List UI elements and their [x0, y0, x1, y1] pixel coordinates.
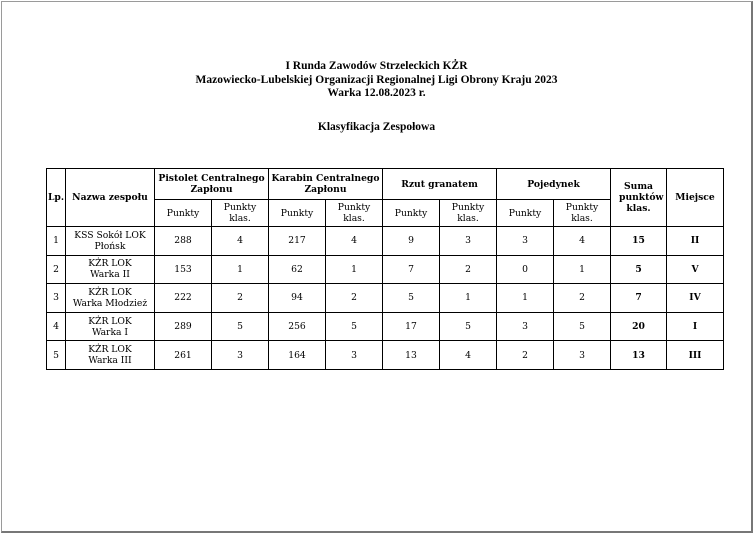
cell-pojedynek-punkty: 3 [497, 227, 554, 256]
cell-rzut-punkty: 9 [383, 227, 440, 256]
cell-pojedynek-punkty: 0 [497, 255, 554, 284]
cell-miejsce: II [667, 227, 724, 256]
cell-karabin-klas: 2 [326, 284, 383, 313]
team-name-line2: Warka I [91, 326, 129, 338]
team-name-line1: KŻR LOK [88, 286, 132, 298]
sub-punkty-klas: Punkty klas. [440, 200, 497, 227]
sub-punkty-klas: Punkty klas. [212, 200, 269, 227]
team-name-line1: KŻR LOK [88, 315, 132, 327]
cell-team [66, 255, 155, 284]
table-row [47, 284, 724, 313]
cell-miejsce: I [667, 312, 724, 341]
cell-pistolet-punkty: 261 [155, 341, 212, 370]
cell-karabin-punkty: 256 [269, 312, 326, 341]
document-header [2, 60, 751, 101]
cell-karabin-punkty: 217 [269, 227, 326, 256]
col-team: Nazwa zespołu [66, 169, 155, 227]
sub-punkty-klas: Punkty klas. [326, 200, 383, 227]
col-miejsce: Miejsce [667, 169, 724, 227]
cell-suma: 13 [611, 341, 667, 370]
cell-pojedynek-klas: 2 [554, 284, 611, 313]
cell-karabin-punkty: 164 [269, 341, 326, 370]
cell-suma: 15 [611, 227, 667, 256]
cell-rzut-klas: 2 [440, 255, 497, 284]
group-rzut: Rzut granatem [383, 169, 497, 200]
cell-suma: 7 [611, 284, 667, 313]
cell-lp: 1 [47, 227, 66, 256]
team-name-line2: Warka II [90, 269, 130, 281]
team-name-line2: Warka Młodzież [72, 297, 148, 309]
table-row [47, 312, 724, 341]
team-name-line1: KSS Sokół LOK [74, 229, 146, 241]
results-table [46, 168, 724, 370]
cell-pistolet-klas: 2 [212, 284, 269, 313]
cell-rzut-punkty: 7 [383, 255, 440, 284]
cell-karabin-klas: 5 [326, 312, 383, 341]
cell-miejsce: III [667, 341, 724, 370]
classification-title: Klasyfikacja Zespołowa [317, 121, 436, 133]
cell-lp: 2 [47, 255, 66, 284]
cell-miejsce: IV [667, 284, 724, 313]
sub-punkty: Punkty [269, 200, 326, 227]
cell-pojedynek-klas: 1 [554, 255, 611, 284]
cell-pojedynek-klas: 3 [554, 341, 611, 370]
cell-lp: 5 [47, 341, 66, 370]
table-row [47, 341, 724, 370]
cell-pojedynek-klas: 4 [554, 227, 611, 256]
cell-rzut-punkty: 17 [383, 312, 440, 341]
table-row [47, 255, 724, 284]
cell-pistolet-punkty: 153 [155, 255, 212, 284]
cell-team [66, 227, 155, 256]
cell-pistolet-punkty: 289 [155, 312, 212, 341]
cell-lp: 3 [47, 284, 66, 313]
sub-punkty: Punkty [155, 200, 212, 227]
cell-karabin-punkty: 62 [269, 255, 326, 284]
cell-rzut-klas: 5 [440, 312, 497, 341]
group-pojedynek: Pojedynek [497, 169, 611, 200]
cell-pojedynek-klas: 5 [554, 312, 611, 341]
cell-suma: 20 [611, 312, 667, 341]
cell-team [66, 341, 155, 370]
cell-team [66, 312, 155, 341]
cell-karabin-punkty: 94 [269, 284, 326, 313]
sub-punkty: Punkty [497, 200, 554, 227]
team-name-line2: Warka III [88, 355, 132, 367]
header-title: I Runda Zawodów Strzeleckich KŻR [285, 60, 468, 72]
cell-pistolet-punkty: 222 [155, 284, 212, 313]
cell-pistolet-klas: 4 [212, 227, 269, 256]
cell-pojedynek-punkty: 3 [497, 312, 554, 341]
cell-pojedynek-punkty: 2 [497, 341, 554, 370]
header-date: Warka 12.08.2023 r. [327, 87, 426, 99]
col-lp: Lp. [47, 169, 66, 227]
team-name-line1: KŻR LOK [88, 258, 132, 270]
header-organization: Mazowiecko-Lubelskiej Organizacji Regionalnej Ligi Obrony Kraju 2023 [195, 73, 558, 86]
cell-rzut-klas: 3 [440, 227, 497, 256]
group-pistolet: Pistolet Centralnego Zapłonu [155, 169, 269, 200]
group-karabin: Karabin Centralnego Zapłonu [269, 169, 383, 200]
cell-miejsce: V [667, 255, 724, 284]
cell-rzut-klas: 1 [440, 284, 497, 313]
team-name-line1: KŻR LOK [88, 344, 132, 356]
cell-pistolet-klas: 1 [212, 255, 269, 284]
cell-suma: 5 [611, 255, 667, 284]
cell-karabin-klas: 3 [326, 341, 383, 370]
cell-karabin-klas: 1 [326, 255, 383, 284]
cell-pojedynek-punkty: 1 [497, 284, 554, 313]
sub-punkty-klas: Punkty klas. [554, 200, 611, 227]
cell-lp: 4 [47, 312, 66, 341]
col-suma: Suma punktów klas. [611, 169, 667, 227]
cell-rzut-punkty: 13 [383, 341, 440, 370]
sub-punkty: Punkty [383, 200, 440, 227]
cell-rzut-klas: 4 [440, 341, 497, 370]
team-name-line2: Płońsk [94, 240, 126, 252]
cell-team [66, 284, 155, 313]
table-row [47, 227, 724, 256]
cell-karabin-klas: 4 [326, 227, 383, 256]
table-header-row [47, 169, 724, 200]
cell-pistolet-punkty: 288 [155, 227, 212, 256]
cell-pistolet-klas: 5 [212, 312, 269, 341]
cell-rzut-punkty: 5 [383, 284, 440, 313]
cell-pistolet-klas: 3 [212, 341, 269, 370]
